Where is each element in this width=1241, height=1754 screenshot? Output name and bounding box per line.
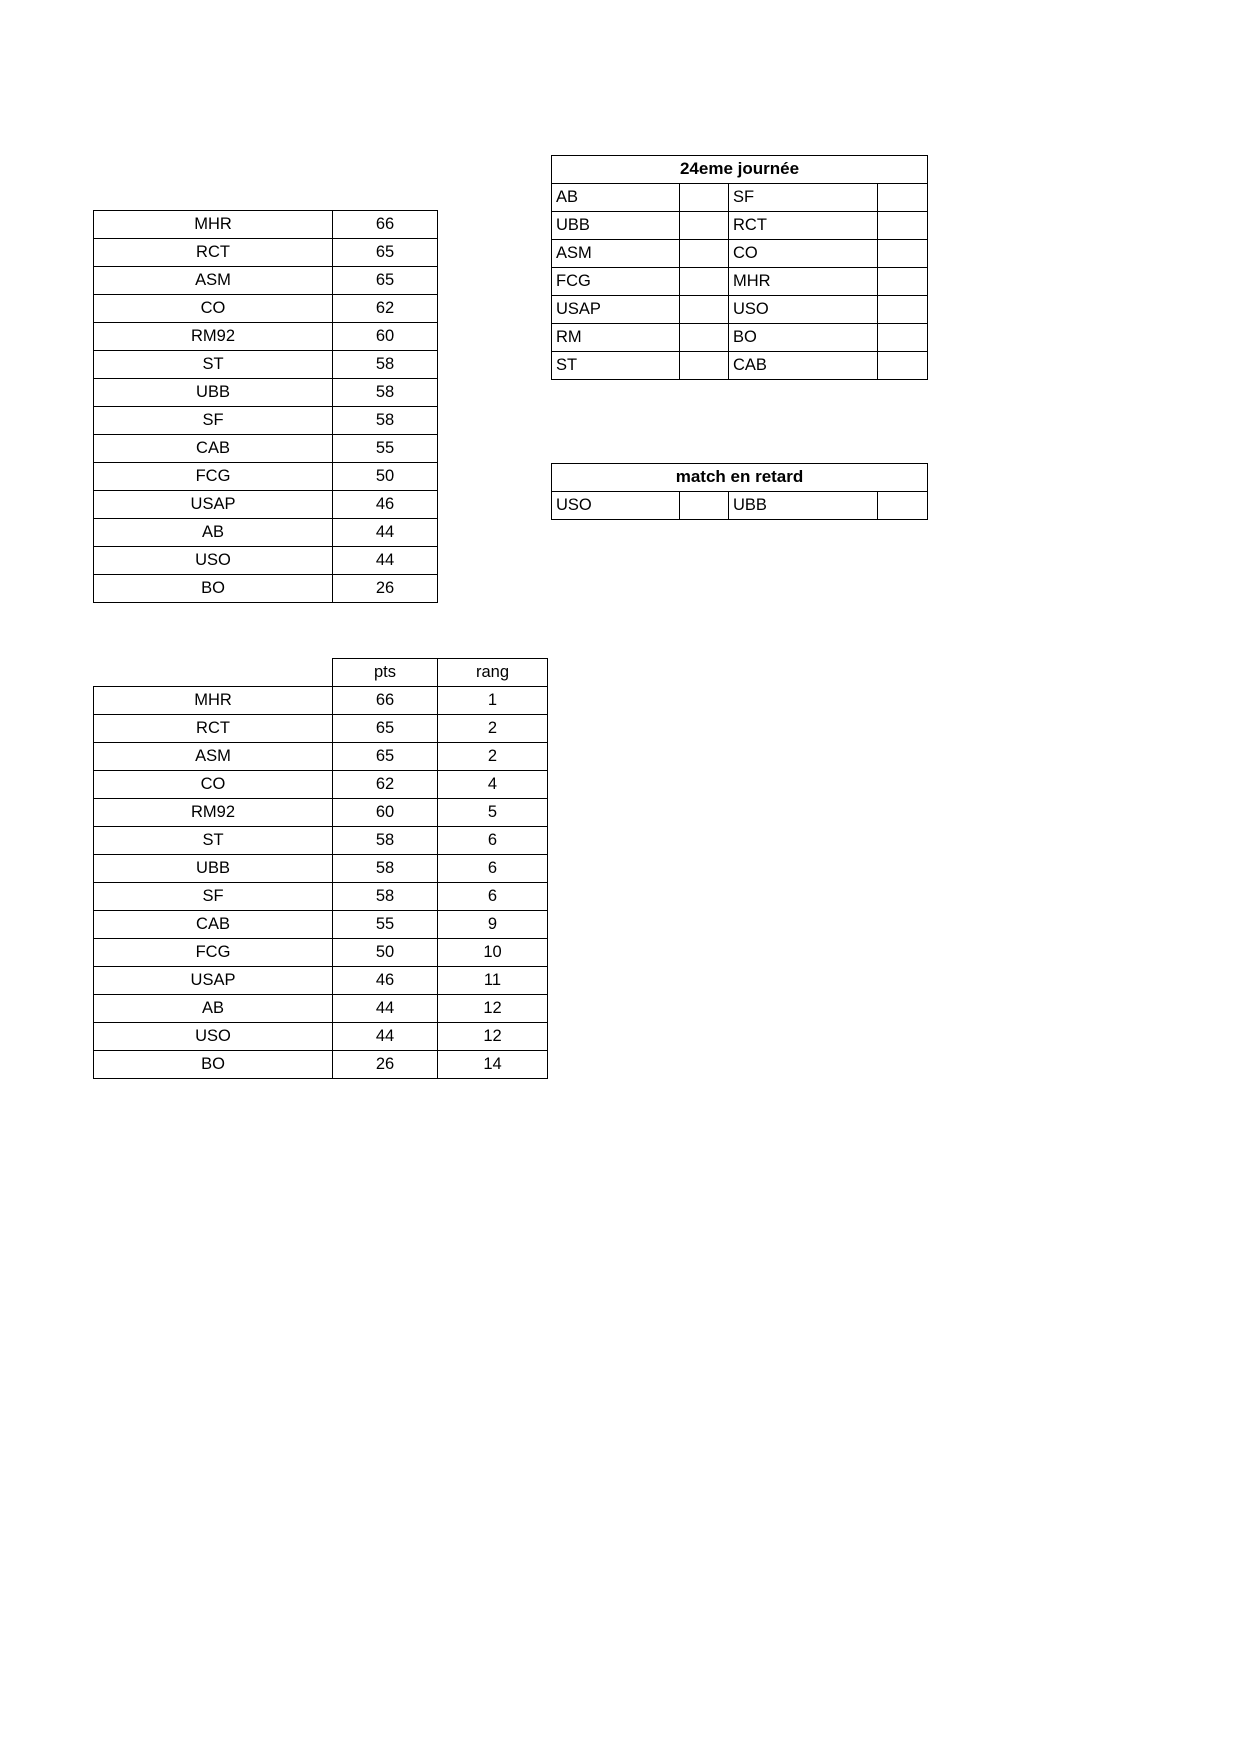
points-cell: 62: [333, 771, 438, 799]
table-row: [552, 212, 928, 240]
points-cell: 55: [333, 435, 438, 463]
table-row: [94, 211, 438, 239]
rank-cell: 12: [438, 1023, 548, 1051]
team-cell: ASM: [94, 743, 333, 771]
team-cell: ST: [94, 827, 333, 855]
team-cell: USAP: [94, 491, 333, 519]
points-cell: 26: [333, 575, 438, 603]
table-row: [94, 519, 438, 547]
table-row: [94, 435, 438, 463]
table-row: [94, 715, 548, 743]
table-row: [94, 855, 548, 883]
table-row: [552, 240, 928, 268]
points-cell: 58: [333, 827, 438, 855]
points-cell: 65: [333, 715, 438, 743]
points-cell: 58: [333, 407, 438, 435]
table-row: [552, 352, 928, 380]
table-row: [94, 463, 438, 491]
away-score-cell: [878, 184, 928, 212]
table-row: [94, 827, 548, 855]
away-team-cell: USO: [729, 296, 878, 324]
points-cell: 65: [333, 239, 438, 267]
table-row: [552, 268, 928, 296]
rank-cell: 6: [438, 827, 548, 855]
rank-cell: 9: [438, 911, 548, 939]
team-cell: BO: [94, 1051, 333, 1079]
table-row: [94, 267, 438, 295]
team-cell: USO: [94, 1023, 333, 1051]
team-cell: AB: [94, 519, 333, 547]
journee-fixtures-table: [551, 155, 928, 380]
table-row: [94, 1051, 548, 1079]
retard-table-head: [552, 464, 928, 492]
team-cell: CO: [94, 295, 333, 323]
standings-rank-body: [94, 687, 548, 1079]
team-cell: RM92: [94, 323, 333, 351]
table-row: [94, 323, 438, 351]
table-row: [94, 883, 548, 911]
team-cell: CAB: [94, 435, 333, 463]
team-cell: CAB: [94, 911, 333, 939]
retard-table-body: [552, 492, 928, 520]
away-team-cell: RCT: [729, 212, 878, 240]
team-cell: UBB: [94, 379, 333, 407]
team-cell: FCG: [94, 939, 333, 967]
home-team-cell: AB: [552, 184, 680, 212]
table-row: [94, 1023, 548, 1051]
points-cell: 44: [333, 519, 438, 547]
rank-cell: 14: [438, 1051, 548, 1079]
home-team-cell: ASM: [552, 240, 680, 268]
table-row: [94, 771, 548, 799]
home-score-cell: [680, 352, 729, 380]
team-cell: AB: [94, 995, 333, 1023]
standings-rank-head: [94, 659, 548, 687]
points-cell: 46: [333, 967, 438, 995]
points-cell: 44: [333, 995, 438, 1023]
table-row: [94, 995, 548, 1023]
table-row: [94, 351, 438, 379]
rank-cell: 6: [438, 883, 548, 911]
points-cell: 55: [333, 911, 438, 939]
away-score-cell: [878, 296, 928, 324]
column-header-rang: rang: [438, 659, 548, 687]
away-team-cell: MHR: [729, 268, 878, 296]
home-score-cell: [680, 492, 729, 520]
away-score-cell: [878, 324, 928, 352]
table-row: [94, 687, 548, 715]
away-score-cell: [878, 268, 928, 296]
table-row: [94, 967, 548, 995]
table-row: [552, 324, 928, 352]
table-row: [94, 491, 438, 519]
away-score-cell: [878, 492, 928, 520]
home-team-cell: ST: [552, 352, 680, 380]
points-cell: 50: [333, 939, 438, 967]
table-row: [94, 547, 438, 575]
match-en-retard-title: match en retard: [552, 464, 928, 492]
points-cell: 62: [333, 295, 438, 323]
team-cell: BO: [94, 575, 333, 603]
table-header-row: [552, 156, 928, 184]
team-cell: RCT: [94, 715, 333, 743]
away-team-cell: CO: [729, 240, 878, 268]
table-row: [94, 295, 438, 323]
team-cell: UBB: [94, 855, 333, 883]
table-row: [94, 799, 548, 827]
journee-table-body: [552, 184, 928, 380]
rank-cell: 6: [438, 855, 548, 883]
team-cell: FCG: [94, 463, 333, 491]
home-team-cell: USAP: [552, 296, 680, 324]
home-team-cell: RM: [552, 324, 680, 352]
table-row: [94, 743, 548, 771]
points-cell: 26: [333, 1051, 438, 1079]
team-cell: MHR: [94, 211, 333, 239]
points-cell: 65: [333, 743, 438, 771]
points-cell: 46: [333, 491, 438, 519]
table-row: [94, 911, 548, 939]
away-team-cell: CAB: [729, 352, 878, 380]
rank-cell: 4: [438, 771, 548, 799]
home-score-cell: [680, 324, 729, 352]
away-team-cell: BO: [729, 324, 878, 352]
rank-cell: 11: [438, 967, 548, 995]
table-row: [552, 492, 928, 520]
rank-cell: 5: [438, 799, 548, 827]
table-row: [552, 184, 928, 212]
home-score-cell: [680, 240, 729, 268]
column-header-pts: pts: [333, 659, 438, 687]
table-row: [94, 575, 438, 603]
team-cell: RCT: [94, 239, 333, 267]
home-score-cell: [680, 212, 729, 240]
points-cell: 44: [333, 547, 438, 575]
standings-simple-body: [94, 211, 438, 603]
points-cell: 60: [333, 323, 438, 351]
points-cell: 44: [333, 1023, 438, 1051]
match-en-retard-table: [551, 463, 928, 520]
away-score-cell: [878, 240, 928, 268]
rank-cell: 12: [438, 995, 548, 1023]
team-cell: ST: [94, 351, 333, 379]
team-cell: SF: [94, 407, 333, 435]
table-row: [94, 379, 438, 407]
journee-table-head: [552, 156, 928, 184]
home-score-cell: [680, 184, 729, 212]
rank-cell: 10: [438, 939, 548, 967]
blank-corner-cell: [94, 659, 333, 687]
team-cell: CO: [94, 771, 333, 799]
rank-cell: 1: [438, 687, 548, 715]
home-score-cell: [680, 268, 729, 296]
journee-title: 24eme journée: [552, 156, 928, 184]
home-team-cell: FCG: [552, 268, 680, 296]
points-cell: 50: [333, 463, 438, 491]
points-cell: 58: [333, 351, 438, 379]
team-cell: RM92: [94, 799, 333, 827]
home-team-cell: USO: [552, 492, 680, 520]
team-cell: USO: [94, 547, 333, 575]
table-header-row: [94, 659, 548, 687]
standings-simple-table: [93, 210, 438, 603]
away-team-cell: UBB: [729, 492, 878, 520]
team-cell: SF: [94, 883, 333, 911]
team-cell: USAP: [94, 967, 333, 995]
standings-rank-table: [93, 658, 548, 1079]
points-cell: 66: [333, 687, 438, 715]
table-row: [94, 939, 548, 967]
home-score-cell: [680, 296, 729, 324]
away-score-cell: [878, 212, 928, 240]
points-cell: 58: [333, 883, 438, 911]
home-team-cell: UBB: [552, 212, 680, 240]
rank-cell: 2: [438, 743, 548, 771]
table-header-row: [552, 464, 928, 492]
team-cell: ASM: [94, 267, 333, 295]
team-cell: MHR: [94, 687, 333, 715]
rank-cell: 2: [438, 715, 548, 743]
table-row: [94, 239, 438, 267]
points-cell: 66: [333, 211, 438, 239]
points-cell: 65: [333, 267, 438, 295]
away-score-cell: [878, 352, 928, 380]
away-team-cell: SF: [729, 184, 878, 212]
points-cell: 58: [333, 855, 438, 883]
table-row: [552, 296, 928, 324]
points-cell: 58: [333, 379, 438, 407]
table-row: [94, 407, 438, 435]
points-cell: 60: [333, 799, 438, 827]
